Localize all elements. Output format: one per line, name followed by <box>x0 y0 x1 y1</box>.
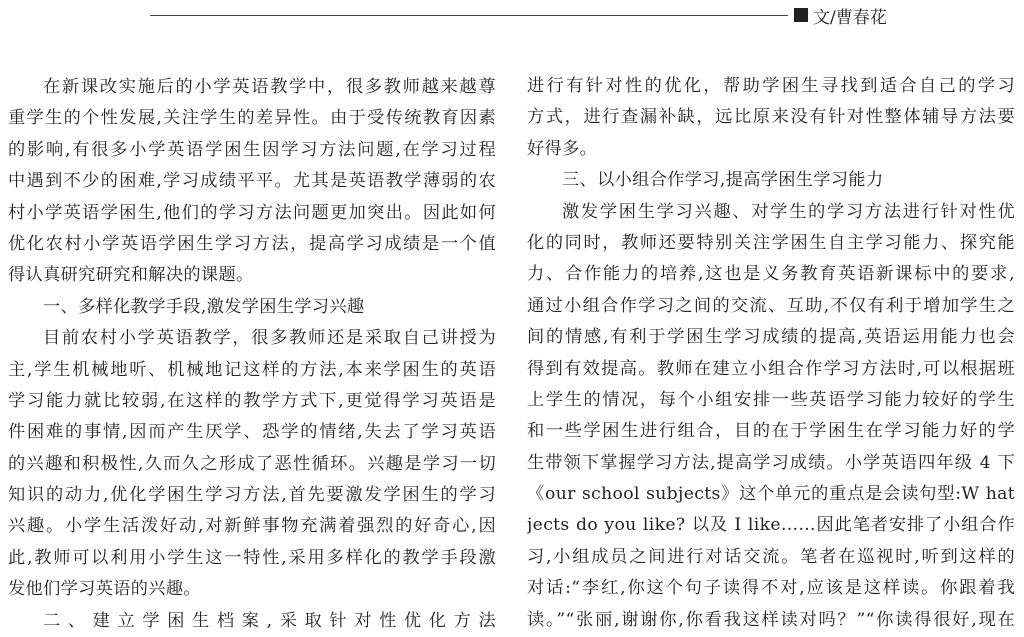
right-paragraph-line: 通过小组合作学习之间的交流、互助,不仅有利于增加学生之 <box>527 295 1015 316</box>
left-column <box>8 72 496 637</box>
left-paragraph-line: 的兴趣和积极性,久而久之形成了恶性循环。兴趣是学习一切 <box>8 453 496 474</box>
left-paragraph-line: 主,学生机械地听、机械地记这样的方法,本来学困生的英语 <box>8 359 496 380</box>
left-paragraph-line: 二、建立学困生档案,采取针对性优化方法 <box>43 610 496 631</box>
left-paragraph-line: 中遇到不少的困难,学习成绩平平。尤其是英语教学薄弱的农 <box>8 171 496 192</box>
left-paragraph-line: 优化农村小学英语学困生学习方法，提高学习成绩是一个值 <box>8 233 496 254</box>
left-paragraph-line: 兴趣。小学生活泼好动,对新鲜事物充满着强烈的好奇心,因 <box>8 516 496 537</box>
left-paragraph-line: 发他们学习英语的兴趣。 <box>8 579 201 600</box>
right-column <box>527 71 1015 636</box>
right-paragraph-line: 《our school subjects》这个单元的重点是会读句型:W hat <box>527 484 1015 505</box>
left-paragraph-line: 知识的动力,优化学困生学习方法,首先要激发学困生的学习 <box>8 485 496 506</box>
left-paragraph-line: 在新课改实施后的小学英语教学中，很多教师越来越尊 <box>43 77 496 97</box>
right-paragraph-line: 和一些学困生进行组合，目的在于学困生在学习能力好的学 <box>527 421 1015 442</box>
right-paragraph-line: 得到有效提高。教师在建立小组合作学习方法时,可以根据班 <box>527 358 1015 379</box>
right-paragraph-line: 生带领下掌握学习方法,提高学习成绩。小学英语四年级 4 下 <box>527 452 1015 473</box>
left-paragraph-line: 一、多样化教学手段,激发学困生学习兴趣 <box>43 296 365 317</box>
right-paragraph-line: 上学生的情况，每个小组安排一些英语学习能力较好的学生 <box>527 389 1015 410</box>
right-paragraph-line: 化的同时，教师还要特别关注学困生自主学习能力、探究能 <box>527 232 1015 253</box>
left-paragraph-line: 的影响,有很多小学英语学困生因学习方法问题,在学习过程 <box>8 139 496 160</box>
author-name: 文/曹春花 <box>813 7 887 28</box>
left-paragraph-line: 目前农村小学英语教学，很多教师还是采取自己讲授为 <box>43 328 496 349</box>
header-rule <box>150 15 788 16</box>
right-paragraph-line: 力、合作能力的培养,这也是义务教育英语新课标中的要求, <box>527 264 1015 285</box>
left-paragraph-line: 得认真研究研究和解决的课题。 <box>8 265 254 286</box>
right-paragraph-line: 读。”“张丽,谢谢你,你看我这样读对吗？”“你读得很好,现在 <box>527 609 1015 630</box>
right-paragraph-line: jects do you like? 以及 I like……因此笔者安排了小组合作 <box>527 515 1015 536</box>
byline-square-icon <box>794 8 808 22</box>
right-paragraph-line: 三、以小组合作学习,提高学困生学习能力 <box>562 170 884 191</box>
left-paragraph-line: 件困难的事情,因而产生厌学、恐学的情绪,失去了学习英语 <box>8 422 496 443</box>
right-paragraph-line: 好得多。 <box>527 138 598 159</box>
right-paragraph-line: 习,小组成员之间进行对话交流。笔者在巡视时,听到这样的 <box>527 546 1015 567</box>
left-paragraph-line: 村小学英语学困生,他们的学习方法问题更加突出。因此如何 <box>8 202 496 223</box>
right-paragraph-line: 激发学困生学习兴趣、对学生的学习方法进行针对性优 <box>562 201 1015 222</box>
left-paragraph-line: 学习能力就比较弱,在这样的教学方式下,更觉得学习英语是 <box>8 390 496 411</box>
left-paragraph-line: 此,教师可以利用小学生这一特性,采用多样化的教学手段激 <box>8 547 496 568</box>
byline <box>794 3 887 27</box>
right-paragraph-line: 进行有针对性的优化，帮助学困生寻找到适合自己的学习 <box>527 76 1015 96</box>
left-paragraph-line: 重学生的个性发展,关注学生的差异性。由于受传统教育因素 <box>8 108 496 129</box>
right-paragraph-line: 对话:“李红,你这个句子读得不对,应该是这样读。你跟着我 <box>527 578 1015 599</box>
right-paragraph-line: 方式，进行查漏补缺，远比原来没有针对性整体辅导方法要 <box>527 107 1015 128</box>
right-paragraph-line: 间的情感,有利于学困生学习成绩的提高,英语运用能力也会 <box>527 327 1015 348</box>
